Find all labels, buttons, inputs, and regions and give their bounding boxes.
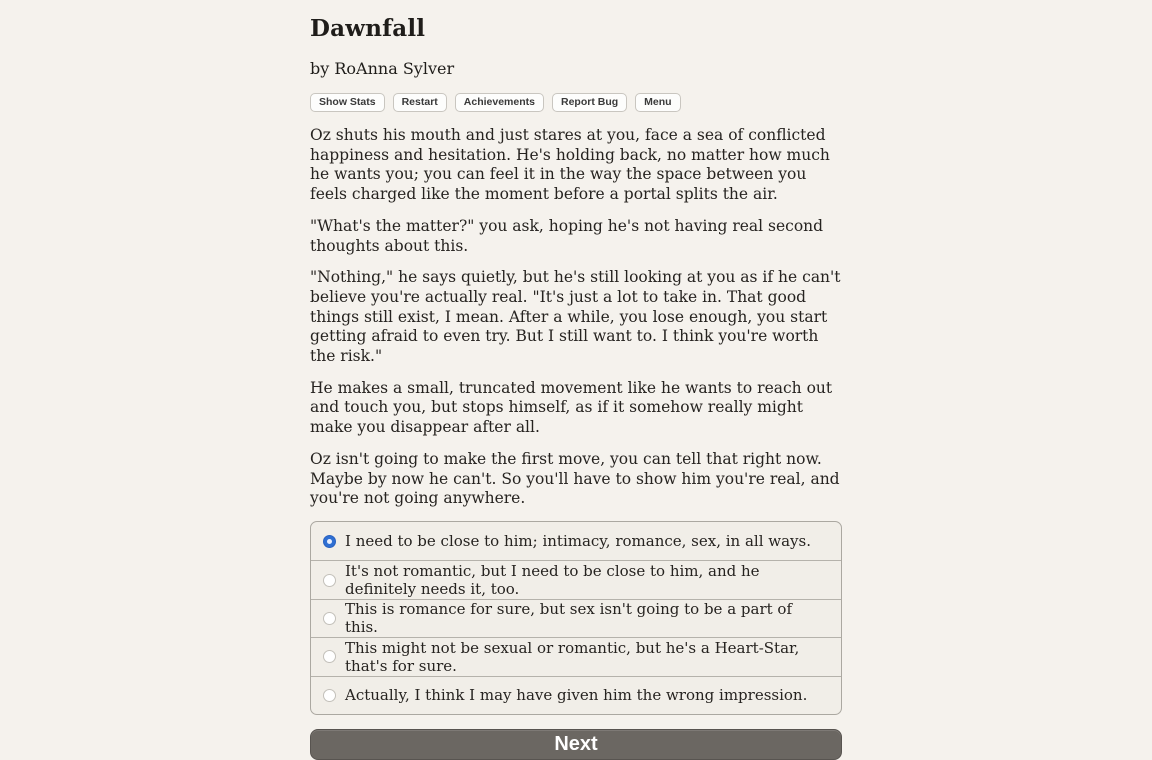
game-title: Dawnfall bbox=[310, 15, 426, 42]
story-paragraph: "What's the matter?" you ask, hoping he's not having real second thoughts about this. bbox=[310, 216, 824, 255]
choice-option-4[interactable] bbox=[311, 637, 841, 675]
restart-button[interactable]: Restart bbox=[393, 93, 447, 112]
story-paragraph: Oz isn't going to make the first move, you can tell that right now. Maybe by now he can't. So you'll have to show him you're real, and you're not going anywhere. bbox=[310, 449, 840, 508]
radio-unselected-icon[interactable] bbox=[323, 612, 336, 625]
radio-selected-icon[interactable] bbox=[323, 535, 336, 548]
story-paragraph: Oz shuts his mouth and just stares at you, face a sea of conflicted happiness and hesitation. He's holding back, no matter how much he wants you; you can feel it in the way the space between you feels charged like the moment before a portal splits the air. bbox=[310, 126, 830, 204]
choice-label: This might not be sexual or romantic, but he's a Heart-Star, that's for sure. bbox=[345, 638, 800, 675]
choice-label: It's not romantic, but I need to be close to him, and he definitely needs it, too. bbox=[345, 562, 760, 599]
story-paragraph: He makes a small, truncated movement like he wants to reach out and touch you, but stops himself, as if it somehow really might make you disappear after all. bbox=[310, 378, 833, 437]
report-bug-button[interactable]: Report Bug bbox=[552, 93, 627, 112]
menu-button[interactable]: Menu bbox=[635, 93, 680, 112]
story-text bbox=[310, 126, 842, 509]
choice-option-1[interactable] bbox=[311, 522, 841, 560]
choice-option-5[interactable] bbox=[311, 676, 841, 714]
game-page bbox=[310, 0, 842, 760]
show-stats-button[interactable]: Show Stats bbox=[310, 93, 385, 112]
story-paragraph: "Nothing," he says quietly, but he's still looking at you as if he can't believe you're actually real. "It's just a lot to take in. That good things still exist, I mean. After a while, you lose enough, you start getting afraid to even try. But I still want to. I think you're worth the risk." bbox=[310, 268, 841, 366]
radio-unselected-icon[interactable] bbox=[323, 574, 336, 587]
choice-label: I need to be close to him; intimacy, romance, sex, in all ways. bbox=[345, 532, 811, 551]
choice-option-3[interactable] bbox=[311, 599, 841, 637]
achievements-button[interactable]: Achievements bbox=[455, 93, 544, 112]
radio-unselected-icon[interactable] bbox=[323, 650, 336, 663]
game-author: by RoAnna Sylver bbox=[310, 59, 455, 78]
choice-option-2[interactable] bbox=[311, 560, 841, 598]
choice-label: This is romance for sure, but sex isn't going to be a part of this. bbox=[345, 600, 793, 637]
next-button[interactable]: Next bbox=[310, 729, 842, 760]
radio-unselected-icon[interactable] bbox=[323, 689, 336, 702]
choice-list bbox=[310, 521, 842, 715]
choice-label: Actually, I think I may have given him the wrong impression. bbox=[345, 686, 808, 705]
toolbar bbox=[310, 93, 842, 112]
